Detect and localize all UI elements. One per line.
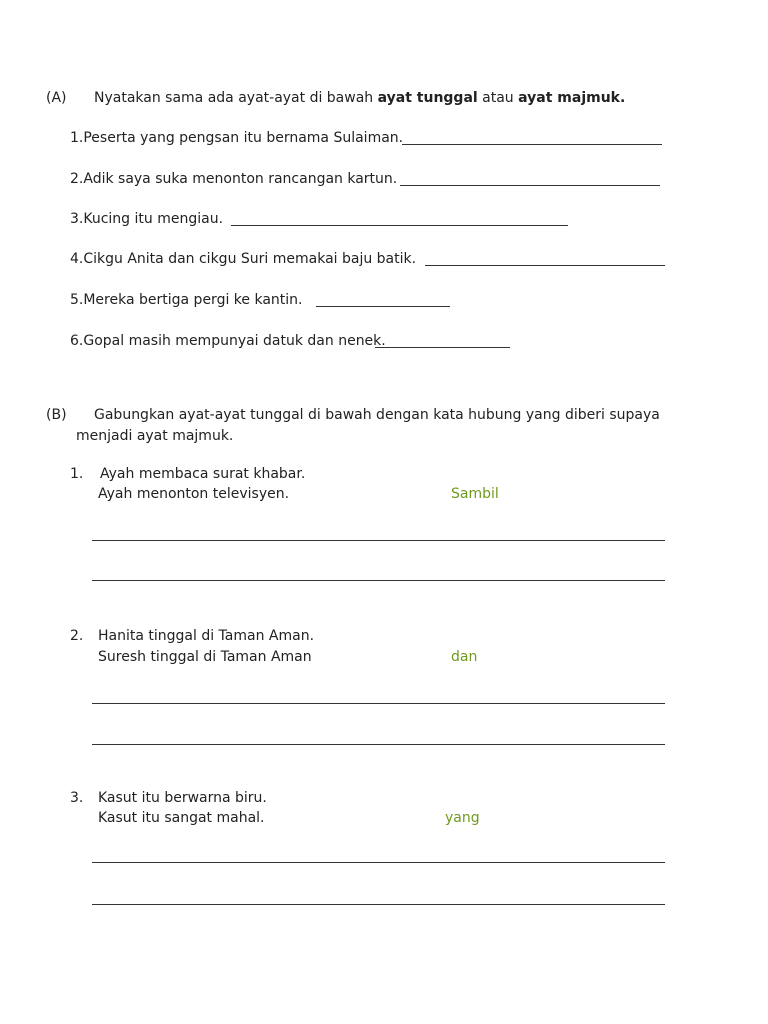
question-2-sentence-2: Suresh tinggal di Taman Aman: [98, 649, 312, 665]
answer-line-b2-1[interactable]: [92, 703, 665, 704]
answer-line-b3-2[interactable]: [92, 904, 665, 905]
answer-line-b2-2[interactable]: [92, 744, 665, 745]
question-3-conjunction: yang: [445, 810, 480, 826]
answer-line-b1-2[interactable]: [92, 580, 665, 581]
question-1-conjunction: Sambil: [451, 486, 499, 502]
section-a-item-1: 1.Peserta yang pengsan itu bernama Sulaiman.: [70, 130, 404, 146]
answer-line-a1[interactable]: [402, 144, 662, 145]
section-a-item-4: 4.Cikgu Anita dan cikgu Suri memakai baju batik.: [70, 251, 417, 267]
instruction-connector: atau: [477, 90, 519, 106]
section-a-item-2: 2.Adik saya suka menonton rancangan kartun.: [70, 171, 398, 187]
question-1-sentence-2: Ayah menonton televisyen.: [98, 486, 290, 502]
section-a-item-6: 6.Gopal masih mempunyai datuk dan nenek.: [70, 333, 386, 349]
term-compound: ayat majmuk.: [518, 90, 626, 106]
question-3-sentence-2: Kasut itu sangat mahal.: [98, 810, 265, 826]
answer-line-a3[interactable]: [231, 225, 568, 226]
question-1-number: 1.: [70, 466, 84, 482]
answer-line-a6[interactable]: [375, 347, 510, 348]
question-2-conjunction: dan: [451, 649, 478, 665]
term-single: ayat tunggal: [377, 90, 478, 106]
question-3-number: 3.: [70, 790, 84, 806]
answer-line-a2[interactable]: [400, 185, 660, 186]
section-a-item-5: 5.Mereka bertiga pergi ke kantin.: [70, 292, 303, 308]
section-b-instruction-line2: menjadi ayat majmuk.: [76, 428, 234, 444]
question-2-sentence-1: Hanita tinggal di Taman Aman.: [98, 628, 315, 644]
question-1-sentence-1: Ayah membaca surat khabar.: [100, 466, 306, 482]
section-a-label: (A): [46, 90, 67, 106]
question-2-number: 2.: [70, 628, 84, 644]
answer-line-b1-1[interactable]: [92, 540, 665, 541]
section-b-instruction-line1: Gabungkan ayat-ayat tunggal di bawah dengan kata hubung yang diberi supaya: [94, 407, 660, 423]
answer-line-b3-1[interactable]: [92, 862, 665, 863]
section-a-item-3: 3.Kucing itu mengiau.: [70, 211, 224, 227]
section-b-label: (B): [46, 407, 67, 423]
answer-line-a4[interactable]: [425, 265, 665, 266]
answer-line-a5[interactable]: [316, 306, 450, 307]
instruction-prefix: Nyatakan sama ada ayat-ayat di bawah: [94, 90, 378, 106]
section-a-instruction: [94, 88, 625, 108]
question-3-sentence-1: Kasut itu berwarna biru.: [98, 790, 267, 806]
